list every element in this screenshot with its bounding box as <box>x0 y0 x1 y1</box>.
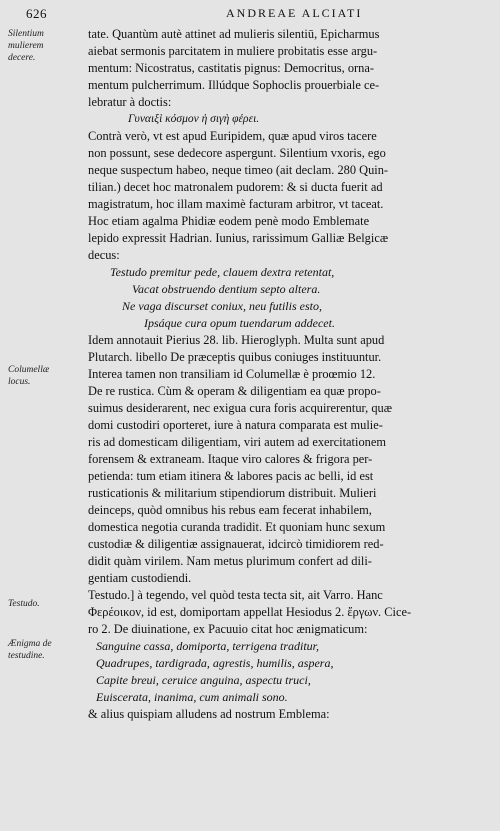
text-line: Idem annotauit Pierius 28. lib. Hieroglyph. Multa sunt apud <box>88 333 385 347</box>
text-line: mentum: Nicostratus, castitatis pignus: Democritus, orna- <box>88 61 374 75</box>
text-line: Hoc etiam agalma Phidiæ eodem penè modo Emblemate <box>88 214 370 228</box>
text-line: non possunt, sese dedecore aspergunt. Silentium vxoris, ego <box>88 146 386 160</box>
verse-line: Testudo premitur pede, clauem dextra retentat, <box>110 265 335 279</box>
text-line: neque suspectum habeo, neque timeo (ait declam. 280 Quin- <box>88 163 389 177</box>
body-text <box>88 26 494 723</box>
verse-line: Vacat obstruendo dentium septo altera. <box>132 282 321 296</box>
text-line: domi custodiri oporteret, iure à natura comparata est mulie- <box>88 418 383 432</box>
text-line: lepido expressit Hadrian. Iunius, rarissimum Galliæ Belgicæ <box>88 231 389 245</box>
page-number: 626 <box>26 6 47 21</box>
riddle-line: Quadrupes, tardigrada, agrestis, humilis, aspera, <box>96 656 334 670</box>
text-line: magistratum, hoc illam maximè facturam arbitror, vt taceat. <box>88 197 384 211</box>
text-line: rusticationis & militarium stipendiorum distribuit. Mulieri <box>88 486 377 500</box>
riddle-line: Sanguine cassa, domiporta, terrigena traditur, <box>96 639 320 653</box>
text-line: lebratur à doctis: <box>88 95 172 109</box>
greek-proverb: Γυναιξὶ κόσμον ἡ σιγὴ φέρει. <box>128 113 260 125</box>
text-line: didit quàm virilem. Nam metus plurimum confert ad dili- <box>88 554 372 568</box>
text-line: domestica negotia curanda tradidit. Et quoniam hunc sexum <box>88 520 386 534</box>
text-line: De re rustica. Cùm & operam & diligentiam ea quæ propo- <box>88 384 381 398</box>
text-line: aiebat sermonis parcitatem in muliere probitatis esse argu- <box>88 44 378 58</box>
text-line: tate. Quantùm autè attinet ad mulieris silentiū, Epicharmus <box>88 27 380 41</box>
text-line: ro 2. De diuinatione, ex Pacuuio citat hoc ænigmaticum: <box>88 622 368 636</box>
text-line: gentiam custodiendi. <box>88 571 192 585</box>
text-line: decus: <box>88 248 120 262</box>
text-line: ris ad domesticam diligentiam, viri autem ad exercitationem <box>88 435 386 449</box>
verse-line: Ipsáque cura opum tuendarum addecet. <box>144 316 335 330</box>
text-line: Plutarch. libello De præceptis quibus coniuges instituuntur. <box>88 350 382 364</box>
text-line: Testudo.] à tegendo, vel quòd testa tecta sit, ait Varro. Hanc <box>88 588 383 602</box>
text-line: forensem & extraneam. Itaque viro calores & frigora per- <box>88 452 373 466</box>
running-head: ANDREAE ALCIATI <box>226 6 363 20</box>
riddle-line: Euiscerata, inanima, cum animali sono. <box>96 690 288 704</box>
verse-line: Ne vaga discurset coniux, neu futilis esto, <box>122 299 322 313</box>
text-line: Interea tamen non transiliam id Columellæ è proœmio 12. <box>88 367 376 381</box>
margin-note-silentium: Silentium mulierem decere. <box>8 29 44 63</box>
margin-note-testudo: Testudo. <box>8 599 40 609</box>
text-line: tilian.) decet hoc matronalem pudorem: & si ducta fuerit ad <box>88 180 383 194</box>
text-line: suimus desiderarent, nec exigua cura foris acquirerentur, quæ <box>88 401 392 415</box>
text-line: & alius quispiam alludens ad nostrum Emblema: <box>88 707 330 721</box>
text-line: custodiæ & diligentiæ assignauerat, idcircò timidiorem red- <box>88 537 384 551</box>
text-line: deinceps, quòd omnibus his rebus eam fecerat inhabilem, <box>88 503 372 517</box>
margin-note-columella: Columellæ locus. <box>8 365 50 387</box>
text-line: Contrà verò, vt est apud Euripidem, quæ apud viros tacere <box>88 129 377 143</box>
text-line: mentum pulcherrimum. Illúdque Sophoclis prouerbiale ce- <box>88 78 380 92</box>
margin-note-aenigma: Ænigma de testudine. <box>8 639 52 661</box>
page-header <box>26 6 496 24</box>
riddle-line: Capite breui, ceruice anguina, aspectu truci, <box>96 673 311 687</box>
text-line: petienda: tum etiam itinera & labores pacis ac belli, id est <box>88 469 374 483</box>
text-line: Φερέοικον, id est, domiportam appellat Hesiodus 2. ἔργων. Cice- <box>88 605 412 619</box>
